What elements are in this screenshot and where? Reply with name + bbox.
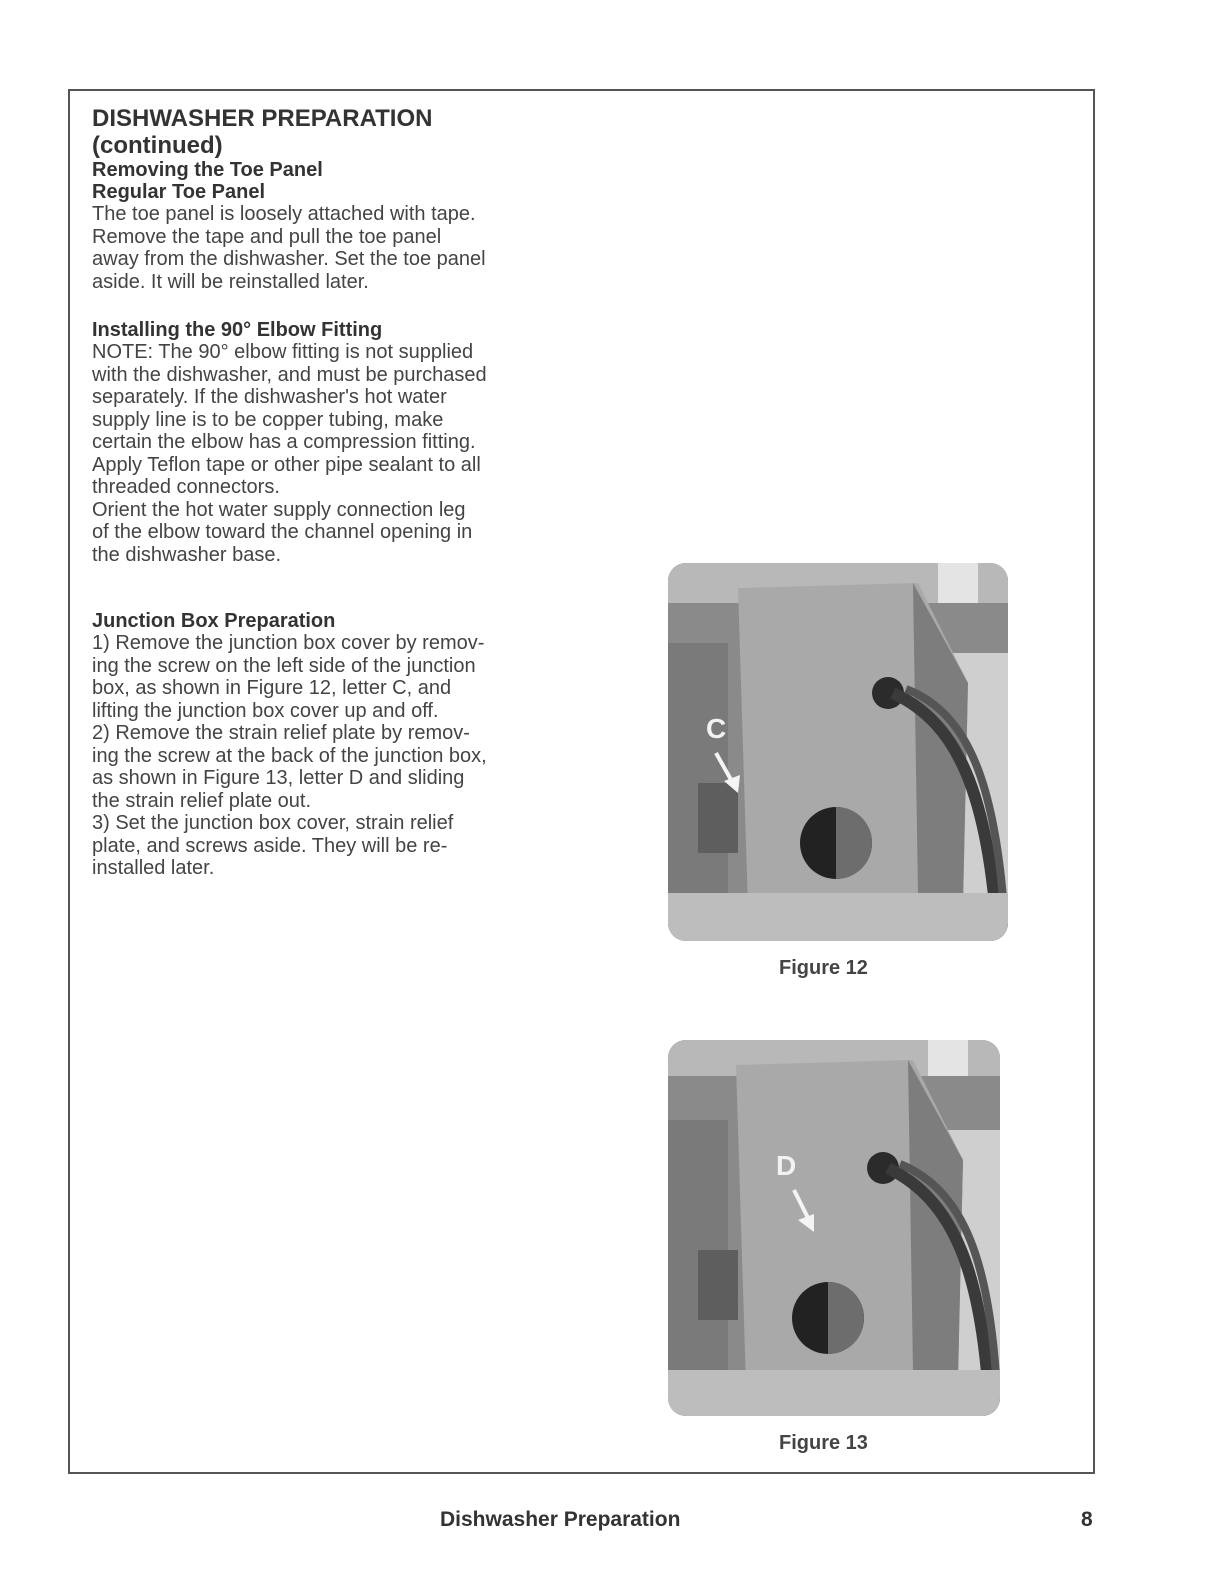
junction-box-text: 1) Remove the junction box cover by remov- ing the screw on the left side of the junction box, as shown in Figure 12, letter C, and lifting the junction box cover up and off. 2) Remove the strain relief plate by remov- ing the screw at the back of the junction box, as shown in Figure 13, letter D and sliding the strain relief plate out. 3) Set the junction box cover, strain relief plate, and screws aside. They will be re- installed later. — [92, 632, 487, 879]
elbow-fitting-heading: Installing the 90° Elbow Fitting — [92, 319, 383, 341]
figure-13-caption: Figure 13 — [779, 1432, 868, 1454]
page-number: 8 — [1081, 1508, 1093, 1531]
figure-12-photo — [668, 563, 1008, 941]
figure-13-photo — [668, 1040, 1000, 1416]
junction-box-heading: Junction Box Preparation — [92, 610, 336, 632]
section-title-continued: (continued) — [92, 132, 223, 159]
elbow-fitting-text: NOTE: The 90° elbow fitting is not supplied with the dishwasher, and must be purchased separately. If the dishwasher's hot water supply line is to be copper tubing, make certain the elbow has a compression fitting. Apply Teflon tape or other pipe sealant to all threaded connectors. Orient the hot water supply connection leg of the elbow toward the channel opening in the dishwasher base. — [92, 341, 487, 566]
section-title: DISHWASHER PREPARATION — [92, 105, 433, 132]
figure-13-marker: D — [776, 1150, 797, 1181]
figure-12-marker: C — [706, 713, 727, 744]
figure-12-caption: Figure 12 — [779, 957, 868, 979]
text-column — [92, 105, 582, 880]
toe-panel-text: The toe panel is loosely attached with tape. Remove the tape and pull the toe panel away from the dishwasher. Set the toe panel aside. It will be reinstalled later. — [92, 203, 486, 293]
footer-section-title: Dishwasher Preparation — [440, 1508, 681, 1531]
regular-toe-panel-heading: Regular Toe Panel — [92, 181, 266, 203]
toe-panel-heading: Removing the Toe Panel — [92, 159, 323, 181]
